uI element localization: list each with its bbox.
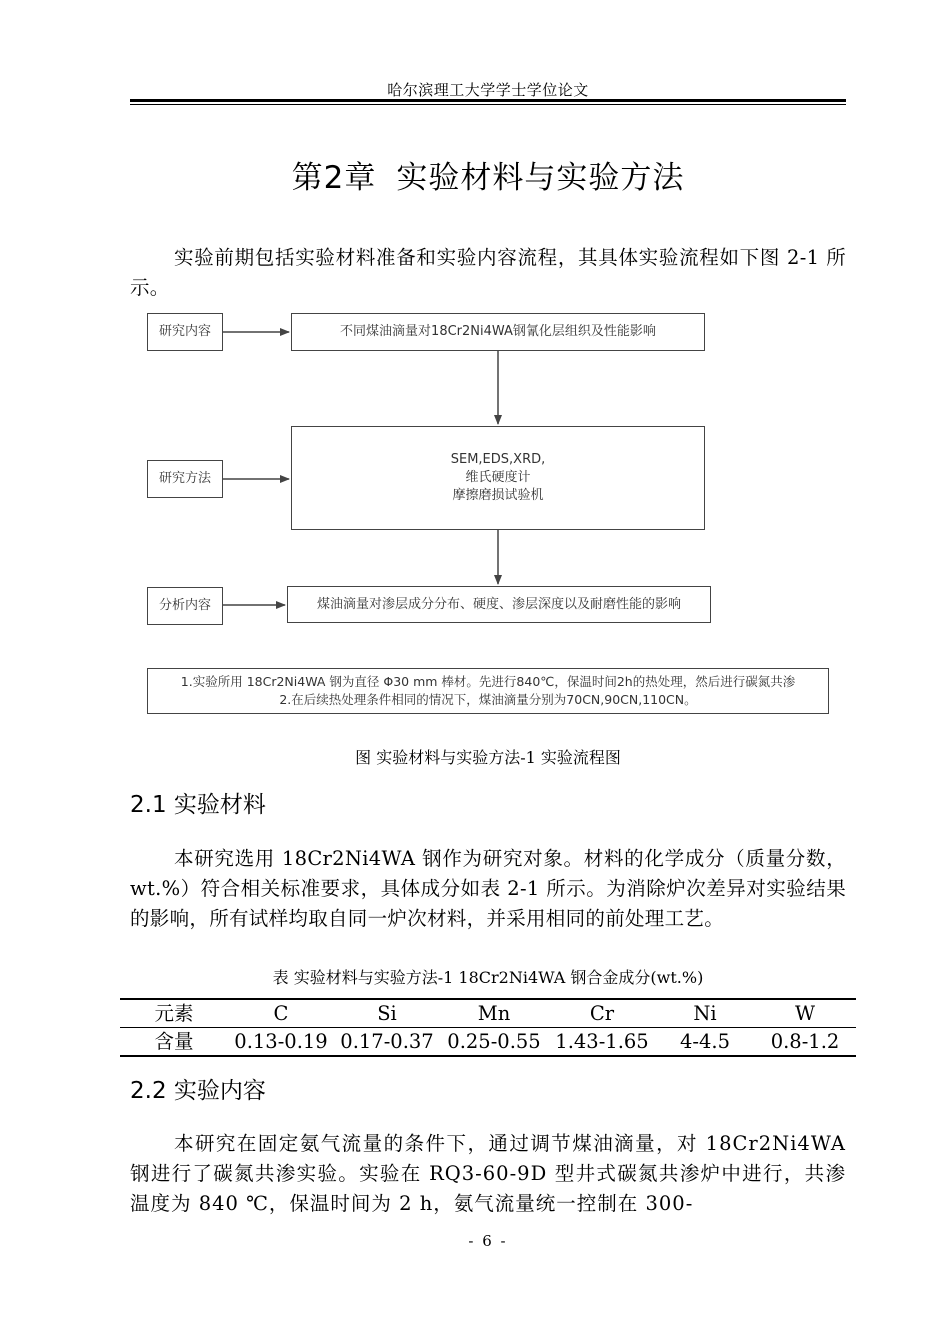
table-cell: 1.43-1.65 [548, 1028, 656, 1057]
table-cell: 0.13-0.19 [228, 1028, 334, 1057]
flow-label-content: 研究内容 [147, 313, 223, 351]
materials-paragraph: 本研究选用 18Cr2Ni4WA 钢作为研究对象。材料的化学成分（质量分数，wt.%）符合相关标准要求，具体成分如表 2-1 所示。为消除炉次差异对实验结果的影响，所有试样均取自同一炉次材料，并采用相同的前处理工艺。 [130, 847, 846, 930]
flow-label-analysis: 分析内容 [147, 587, 223, 625]
flow-label-method: 研究方法 [147, 460, 223, 498]
chapter-name: 实验材料与实验方法 [396, 160, 685, 196]
running-header: 哈尔滨理工大学学士学位论文 [387, 81, 589, 99]
table-cell: 0.17-0.37 [334, 1028, 440, 1057]
content-paragraph: 本研究在固定氨气流量的条件下，通过调节煤油滴量，对 18Cr2Ni4WA 钢进行了碳氮共渗实验。实验在 RQ3-60-9D 型井式碳氮共渗炉中进行，共渗温度为 840 ℃，保温时间为 2 h，氨气流量统一控制在 300- [130, 1132, 846, 1215]
note-line-2: 2.在后续热处理条件相同的情况下，煤油滴量分别为70CN,90CN,110CN。 [279, 692, 697, 707]
table-cell: 含量 [120, 1028, 228, 1057]
method-line-2: 维氏硬度计 [465, 470, 531, 485]
composition-table [120, 998, 856, 1057]
chapter-number: 第2章 [291, 160, 377, 196]
page-number: - 6 - [468, 1232, 508, 1250]
section-heading-2-2: 2.2 实验内容 [130, 1078, 266, 1104]
section-heading-2-1: 2.1 实验材料 [130, 792, 266, 818]
table-header-cell: Cr [548, 999, 656, 1028]
table-header-cell: Ni [656, 999, 754, 1028]
flow-method-box [291, 426, 705, 530]
method-line-1: SEM,EDS,XRD, [450, 452, 546, 467]
table-row [120, 1028, 856, 1057]
figure-caption: 图 实验材料与实验方法-1 实验流程图 [355, 748, 621, 767]
table-cell: 0.8-1.2 [754, 1028, 856, 1057]
intro-paragraph: 实验前期包括实验材料准备和实验内容流程，其具体实验流程如下图 2-1 所示。 [130, 246, 846, 299]
chapter-title [130, 152, 846, 197]
table-caption: 表 实验材料与实验方法-1 18Cr2Ni4WA 钢合金成分(wt.%) [272, 968, 704, 987]
table-header-cell: 元素 [120, 999, 228, 1028]
flow-note-box [147, 668, 829, 714]
table-cell: 4-4.5 [656, 1028, 754, 1057]
table-header-row [120, 999, 856, 1028]
table-header-cell: W [754, 999, 856, 1028]
table-header-cell: Si [334, 999, 440, 1028]
header-rule-thick [130, 99, 846, 102]
flow-content-box: 不同煤油滴量对18Cr2Ni4WA钢氰化层组织及性能影响 [291, 313, 705, 351]
header-rule-thin [130, 104, 846, 105]
flow-analysis-box: 煤油滴量对渗层成分分布、硬度、渗层深度以及耐磨性能的影响 [287, 586, 711, 623]
table-cell: 0.25-0.55 [440, 1028, 548, 1057]
method-line-3: 摩擦磨损试验机 [452, 488, 544, 503]
table-header-cell: Mn [440, 999, 548, 1028]
note-line-1: 1.实验所用 18Cr2Ni4WA 钢为直径 Φ30 mm 棒材。先进行840℃，保温时间2h的热处理，然后进行碳氮共渗 [180, 674, 796, 689]
table-header-cell: C [228, 999, 334, 1028]
